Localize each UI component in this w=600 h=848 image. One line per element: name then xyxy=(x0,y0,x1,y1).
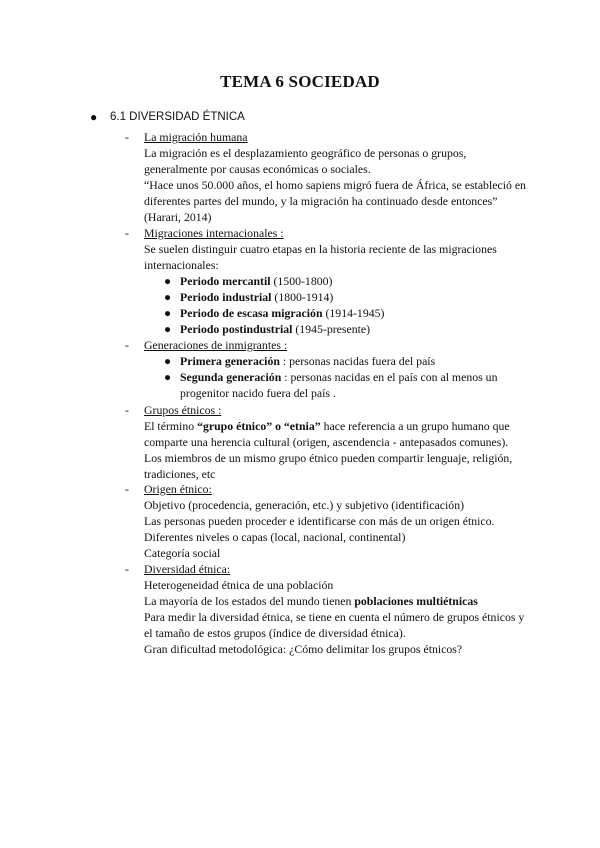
dash-marker: - xyxy=(125,482,129,496)
bullet-icon: ● xyxy=(164,322,172,336)
item-text: : personas nacidas en el país con al menos un progenitor nacido fuera del país . xyxy=(180,370,498,400)
list-item xyxy=(144,321,529,337)
item-bold: Periodo mercantil xyxy=(180,274,271,288)
list-item xyxy=(144,289,529,305)
list-item xyxy=(144,353,529,369)
paragraph: Se suelen distinguir cuatro etapas en la historia reciente de las migraciones internacionales: xyxy=(144,242,497,272)
origen-etnico-body xyxy=(144,497,529,561)
diversidad-etnica-body xyxy=(144,577,529,657)
bullet-icon: ● xyxy=(164,370,172,384)
text-bold: poblaciones multiétnicas xyxy=(354,594,478,608)
quote-paragraph: “Hace unos 50.000 años, el homo sapiens migró fuera de África, se estableció en diferentes partes del mundo, y la migración ha continuado desde entonces” (Harari, 2014) xyxy=(144,178,526,224)
paragraph: Categoría social xyxy=(144,546,221,560)
bullet-icon: ● xyxy=(164,354,172,368)
dash-marker: - xyxy=(125,130,129,144)
item-bold: Primera generación xyxy=(180,354,280,368)
text-post: hace referencia a un grupo humano que comparte una herencia cultural (origen, ascendencia - antepasados comunes). xyxy=(144,419,510,449)
paragraph: Las personas pueden proceder e identificarse con más de un origen étnico. xyxy=(144,514,495,528)
item-text: (1500-1800) xyxy=(270,274,333,288)
subsection-heading: Migraciones internacionales : xyxy=(144,226,284,240)
dash-marker: - xyxy=(125,562,129,576)
item-text: (1945-presente) xyxy=(292,322,371,336)
grupos-etnicos-body xyxy=(144,418,529,482)
page-title: TEMA 6 SOCIEDAD xyxy=(220,72,380,91)
dash-marker: - xyxy=(125,226,129,240)
item-bold: Periodo postindustrial xyxy=(180,322,293,336)
list-item xyxy=(144,369,529,401)
subsection-heading: Grupos étnicos : xyxy=(144,403,222,417)
section-label: 6.1 DIVERSIDAD ÉTNICA xyxy=(110,111,245,123)
migracion-humana-body xyxy=(144,145,529,225)
text-pre: El término xyxy=(144,419,198,433)
paragraph: Heterogeneidad étnica de una población xyxy=(144,578,334,592)
bullet-icon: ● xyxy=(164,290,172,304)
paragraph xyxy=(144,418,529,450)
dash-marker: - xyxy=(125,403,129,417)
subsection-heading: La migración humana xyxy=(144,130,248,144)
bullet-icon: ● xyxy=(164,274,172,288)
paragraph: Objetivo (procedencia, generación, etc.) y subjetivo (identificación) xyxy=(144,498,465,512)
paragraph xyxy=(144,593,529,609)
paragraph: Para medir la diversidad étnica, se tiene en cuenta el número de grupos étnicos y el tamaño de estos grupos (índice de diversidad étnica). xyxy=(144,610,525,640)
bullet-icon: ● xyxy=(164,306,172,320)
item-bold: Segunda generación xyxy=(180,370,282,384)
subsection-heading: Origen étnico: xyxy=(144,482,212,496)
item-text: (1800-1914) xyxy=(271,290,334,304)
paragraph: La migración es el desplazamiento geográfico de personas o grupos, generalmente por causas económicas o sociales. xyxy=(144,146,467,176)
text-bold: “grupo étnico” o “etnia” xyxy=(197,419,321,433)
paragraph: Los miembros de un mismo grupo étnico pueden compartir lenguaje, religión, tradiciones, etc xyxy=(144,451,513,481)
paragraph: Gran dificultad metodológica: ¿Cómo delimitar los grupos étnicos? xyxy=(144,642,463,656)
paragraph: Diferentes niveles o capas (local, nacional, continental) xyxy=(144,530,406,544)
item-text: : personas nacidas fuera del país xyxy=(279,354,436,368)
migraciones-internacionales-body xyxy=(144,241,529,337)
subsection-heading: Diversidad étnica: xyxy=(144,562,231,576)
subsection-heading: Generaciones de inmigrantes : xyxy=(144,338,288,352)
list-item xyxy=(144,305,529,321)
bullet-icon: ● xyxy=(90,110,98,124)
dash-marker: - xyxy=(125,338,129,352)
text-pre: La mayoría de los estados del mundo tienen xyxy=(144,594,355,608)
item-text: (1914-1945) xyxy=(322,306,385,320)
item-bold: Periodo de escasa migración xyxy=(180,306,323,320)
generaciones-body xyxy=(144,353,529,401)
list-item xyxy=(144,273,529,289)
item-bold: Periodo industrial xyxy=(180,290,272,304)
